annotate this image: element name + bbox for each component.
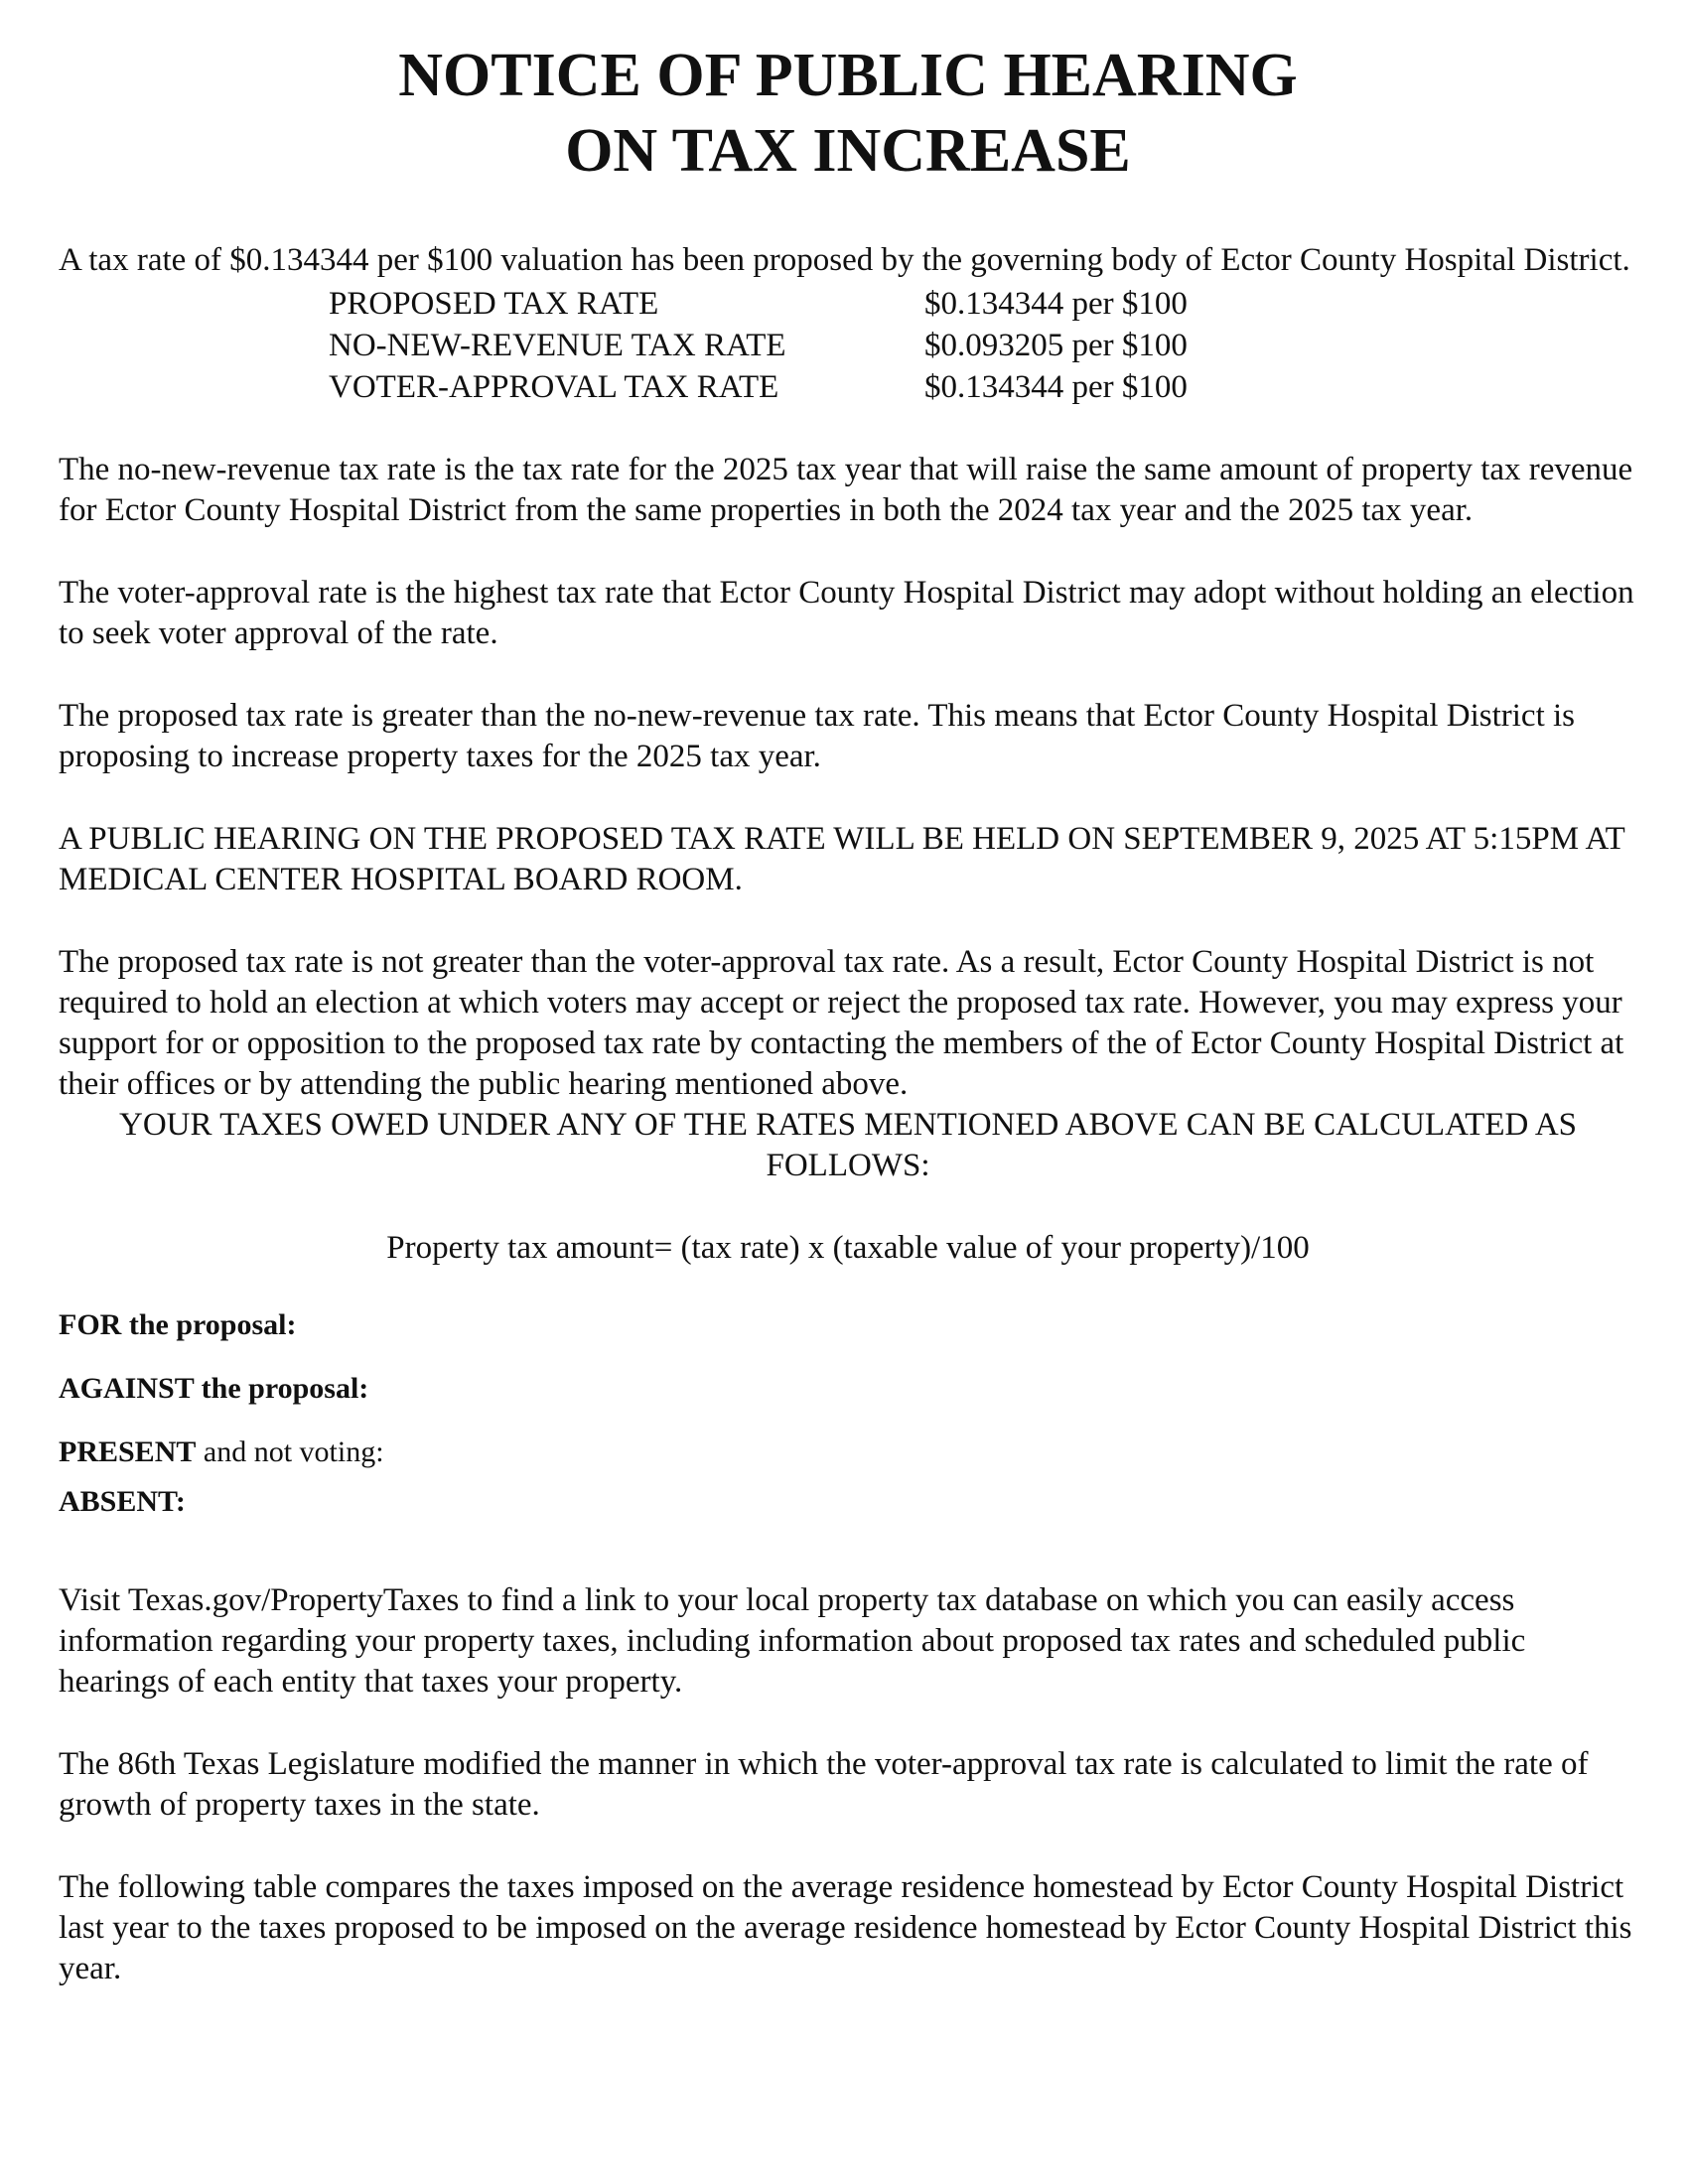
vote-absent-label: ABSENT: (59, 1485, 186, 1518)
voter-approval-paragraph: The voter-approval rate is the highest tax rate that Ector County Hospital District may adopt without holding an election to seek voter approval of the rate. (59, 575, 1634, 651)
vote-for (59, 1306, 1637, 1344)
not-greater-paragraph: The proposed tax rate is not greater than the voter-approval tax rate. As a result, Ector County Hospital District is not required to hold an election at which voters may accept or reject the proposed tax rate. However, you may express your support for or opposition to the proposed tax rate by contacting the members of the of Ector County Hospital District at their offices or by attending the public hearing mentioned above. (59, 944, 1624, 1102)
vote-present-rest: and not voting: (196, 1435, 384, 1468)
vote-for-label: FOR the proposal: (59, 1308, 297, 1341)
tax-formula: Property tax amount= (tax rate) x (taxable value of your property)/100 (386, 1230, 1310, 1266)
vote-against-label: AGAINST the proposal: (59, 1372, 369, 1405)
rates-table (329, 283, 1637, 408)
intro-paragraph: A tax rate of $0.134344 per $100 valuation has been proposed by the governing body of Ector County Hospital District. (59, 242, 1630, 278)
rate-label: NO-NEW-REVENUE TAX RATE (329, 328, 786, 363)
vote-present (59, 1433, 1637, 1471)
hearing-paragraph: A PUBLIC HEARING ON THE PROPOSED TAX RATE WILL BE HELD ON SEPTEMBER 9, 2025 AT 5:15PM AT MEDICAL CENTER HOSPITAL BOARD ROOM. (59, 821, 1625, 897)
rate-row-proposed (329, 283, 1637, 325)
title-line-2: ON TAX INCREASE (565, 117, 1131, 185)
visit-paragraph: Visit Texas.gov/PropertyTaxes to find a link to your local property tax database on which you can easily access information regarding your property taxes, including information about proposed tax rates and scheduled public hearings of each entity that taxes your property. (59, 1582, 1526, 1700)
no-new-revenue-paragraph: The no-new-revenue tax rate is the tax rate for the 2025 tax year that will raise the same amount of property tax revenue for Ector County Hospital District from the same properties in both the 2024 tax year and the 2025 tax year. (59, 452, 1633, 528)
rate-value: $0.134344 per $100 (924, 369, 1188, 405)
title-line-1: NOTICE OF PUBLIC HEARING (398, 42, 1298, 109)
rate-label: PROPOSED TAX RATE (329, 286, 659, 322)
rate-row-voter-approval (329, 366, 1637, 408)
vote-present-label: PRESENT (59, 1435, 197, 1468)
greater-paragraph: The proposed tax rate is greater than the no-new-revenue tax rate. This means that Ector County Hospital District is proposing to increase property taxes for the 2025 tax year. (59, 698, 1576, 774)
calculation-heading: YOUR TAXES OWED UNDER ANY OF THE RATES MENTIONED ABOVE CAN BE CALCULATED AS FOLLOWS: (118, 1107, 1578, 1183)
legislature-paragraph: The 86th Texas Legislature modified the manner in which the voter-approval tax rate is calculated to limit the rate of growth of property taxes in the state. (59, 1746, 1589, 1823)
rate-row-no-new-revenue (329, 325, 1637, 366)
vote-against (59, 1370, 1637, 1408)
vote-absent (59, 1483, 1637, 1521)
rate-value: $0.134344 per $100 (924, 286, 1188, 322)
table-intro-paragraph: The following table compares the taxes imposed on the average residence homestead by Ector County Hospital District last year to the taxes proposed to be imposed on the average residence homestead by Ector County Hospital District this year. (59, 1869, 1632, 1986)
notice-page (59, 38, 1637, 1989)
rate-label: VOTER-APPROVAL TAX RATE (329, 369, 779, 405)
page-title (59, 38, 1637, 189)
rate-value: $0.093205 per $100 (924, 328, 1188, 363)
